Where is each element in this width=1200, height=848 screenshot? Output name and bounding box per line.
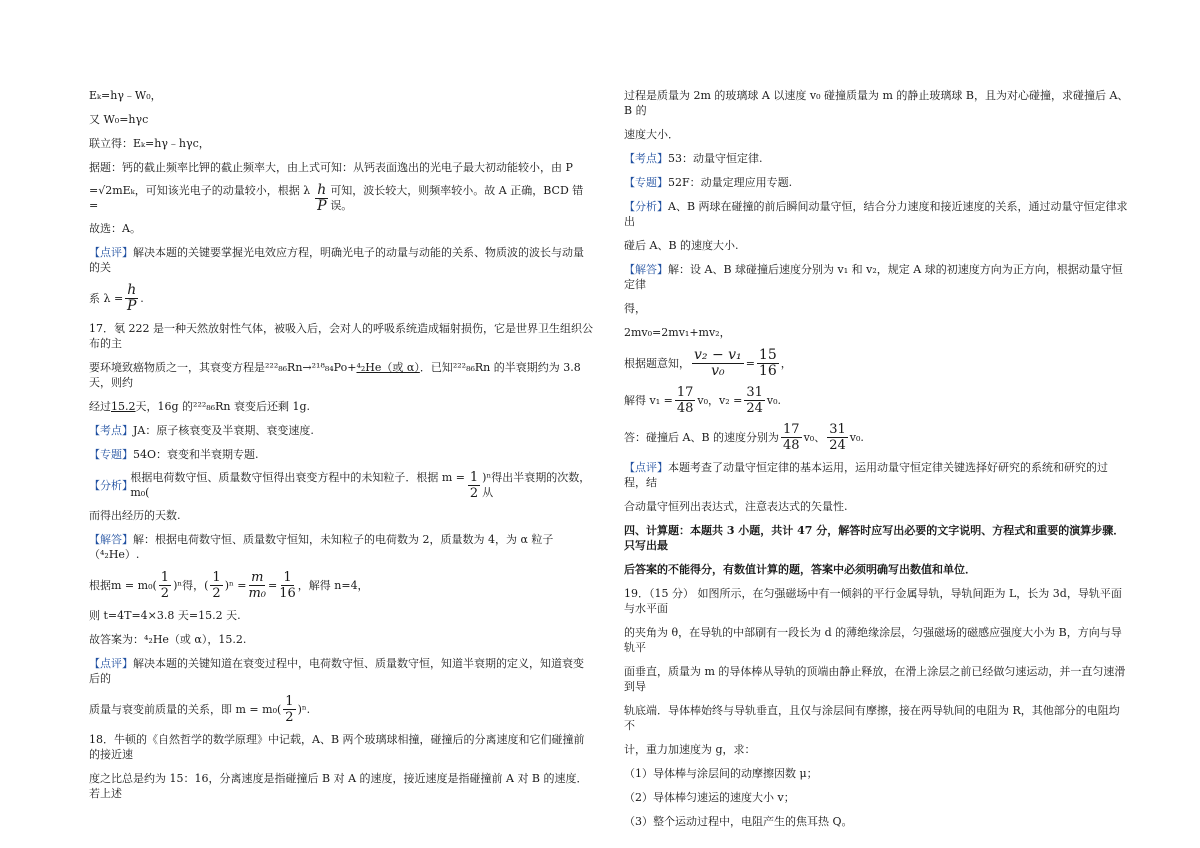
text-line: 联立得：Eₖ=hγ﹣hγc， <box>89 137 210 150</box>
equation-line: 根据m = m₀( $\frac{1}{2}$ )ⁿ得，( $\frac{1}{2}$ )ⁿ = $\frac{m}{\text{m₀}}$ = $\frac{1}{16}$ ，解得 n=4， <box>89 569 369 601</box>
zhuanti-line: 【专题】54O：衰变和半衰期专题. <box>89 448 259 461</box>
text-line: 速度大小． <box>624 128 679 141</box>
fraction: $\frac{1}{2}$ <box>469 469 479 501</box>
fraction: $\frac{17}{48}$ <box>676 384 694 416</box>
analysis-line: 【分析】 根据电荷数守恒、质量数守恒得出衰变方程中的未知粒子．根据 m = m₀( $\frac{1}{2}$ )ⁿ得出半衰期的次数，从 <box>89 469 591 501</box>
fraction: $\frac{31}{24}$ <box>746 384 763 416</box>
text-line: 又 W₀=hγc <box>89 113 149 126</box>
text-line: 故答案为：⁴₂He（或 α），15.2. <box>89 633 247 646</box>
solution-line: 【解答】解：根据电荷数守恒、质量数守恒知，未知粒子的电荷数为 2，质量数为 4，为 α 粒子（⁴₂He）. <box>89 533 554 561</box>
text-line: 碰后 A、B 的速度大小. <box>624 239 739 252</box>
question-19-line: 的夹角为 θ，在导轨的中部刷有一段长为 d 的薄绝缘涂层，匀强磁场的磁感应强度大小为 B，方向与导轨平 <box>624 626 1122 654</box>
comment-line: 【点评】解决本题的关键要掌握光电效应方程，明确光电子的动量与动能的关系、物质波的波长与动量的关 <box>89 246 584 274</box>
fraction: $\frac{31}{24}$ <box>829 421 846 453</box>
math-line: =√2mEₖ，可知该光电子的动量较小，根据 λ = $\frac{h}{P}$ 可知，波长较大，则频率较小。故 A 正确，BCD 错误。 <box>89 181 584 214</box>
sub-question-1: （1）导体棒与涂层间的动摩擦因数 μ； <box>624 767 818 780</box>
fraction: $\frac{1}{2}$ <box>285 693 294 725</box>
fraction: $\frac{h}{P}$ <box>317 181 327 214</box>
solution-line: 【解答】解：设 A、B 球碰撞后速度分别为 v₁ 和 v₂，规定 A 球的初速度方向为正方向，根据动量守恒定律 <box>624 263 1123 291</box>
question-19-line: 面垂直，质量为 m 的导体棒从导轨的顶端由静止释放，在滑上涂层之前已经做匀速运动，并一直匀速滑到导 <box>624 665 1126 693</box>
answer-blank: 15.2 <box>111 400 136 413</box>
section-heading: 四、计算题：本题共 3 小题，共计 47 分，解答时应写出必要的文字说明、方程式和重要的演算步骤．只写出最 <box>624 524 1125 552</box>
analysis-line: 【分析】A、B 两球在碰撞的前后瞬间动量守恒，结合分力速度和接近速度的关系，通过动量守恒定律求出 <box>624 200 1128 228</box>
question-17: 17．氡 222 是一种天然放射性气体，被吸入后，会对人的呼吸系统造成辐射损伤，它是世界卫生组织公布的主 <box>89 322 593 350</box>
math-line: 系 λ = $\frac{h}{P}$ . <box>89 281 144 314</box>
question-17-line: 经过15.2天，16g 的²²²₈₆Rn 衰变后还剩 1g. <box>89 400 310 413</box>
text-line: 过程是质量为 2m 的玻璃球 A 以速度 v₀ 碰撞质量为 m 的静止玻璃球 B，且为对心碰撞，求碰撞后 A、B 的 <box>624 89 1129 117</box>
text-line: 则 t=4T=4×3.8 天=15.2 天. <box>89 609 241 622</box>
text-line: Eₖ=hγ﹣W₀， <box>89 89 162 102</box>
question-19-line: 轨底端．导体棒始终与导轨垂直，且仅与涂层间有摩擦，接在两导轨间的电阻为 R，其他部分的电阻均不 <box>624 704 1120 732</box>
comment-line: 【点评】本题考查了动量守恒定律的基本运用，运用动量守恒定律关键选择好研究的系统和研究的过程，结 <box>624 461 1108 489</box>
equation-line: 根据题意知， $\frac{\text{v₂ − v₁}}{\text{v₀}}$ = $\frac{15}{16}$ ， <box>624 346 792 379</box>
right-column <box>624 88 1129 838</box>
text-line: 得， <box>624 302 646 315</box>
fraction: $\frac{\text{v₂ − v₁}}{\text{v₀}}$ <box>694 346 742 379</box>
text-line: 据题：钙的截止频率比钾的截止频率大，由上式可知：从钙表面逸出的光电子最大初动能较小，由 P <box>89 161 573 174</box>
text-line: 合动量守恒列出表达式，注意表达式的矢量性. <box>624 500 848 513</box>
fraction: $\frac{15}{16}$ <box>758 346 777 379</box>
comment-tag: 【点评】 <box>89 246 133 259</box>
comment-line: 【点评】解决本题的关键知道在衰变过程中，电荷数守恒、质量数守恒，知道半衰期的定义，知道衰变后的 <box>89 657 584 685</box>
fraction: $\frac{17}{48}$ <box>783 421 800 453</box>
fraction: $\frac{1}{2}$ <box>212 569 221 601</box>
math-line: 质量与衰变前质量的关系，即 m = m₀( $\frac{1}{2}$ )ⁿ. <box>89 693 311 725</box>
zhuanti-line: 【专题】52F：动量定理应用专题. <box>624 176 793 189</box>
question-19-line: 计，重力加速度为 g，求： <box>624 743 756 756</box>
sub-question-2: （2）导体棒匀速运的速度大小 v； <box>624 791 795 804</box>
equation-line: 2mv₀=2mv₁+mv₂， <box>624 326 731 339</box>
fraction: $\frac{1}{2}$ <box>160 569 170 601</box>
question-19: 19．（15 分） 如图所示，在匀强磁场中有一倾斜的平行金属导轨，导轨间距为 L，长为 3d，导轨平面与水平面 <box>624 587 1122 615</box>
text-line: 故选：A。 <box>89 222 141 235</box>
sub-question-3: （3）整个运动过程中，电阻产生的焦耳热 Q。 <box>624 815 853 828</box>
text-line: 而得出经历的天数. <box>89 509 181 522</box>
left-column <box>89 88 594 810</box>
question-18: 18．牛顿的《自然哲学的数学原理》中记载，A、B 两个玻璃球相撞，碰撞后的分离速度和它们碰撞前的接近速 <box>89 733 585 761</box>
kaodian-line: 【考点】JA：原子核衰变及半衰期、衰变速度. <box>89 424 314 437</box>
equation-line: 解得 v₁ = $\frac{17}{48}$ v₀，v₂ = $\frac{31}{24}$ v₀. <box>624 384 782 416</box>
section-heading-line: 后答案的不能得分，有数值计算的题，答案中必须明确写出数值和单位． <box>624 563 976 576</box>
fraction: $\frac{m}{\text{m₀}}$ <box>248 569 266 601</box>
question-18-line: 度之比总是约为 15：16，分离速度是指碰撞后 B 对 A 的速度，接近速度是指碰撞前 A 对 B 的速度．若上述 <box>89 772 588 800</box>
fraction: $\frac{1}{16}$ <box>279 569 296 601</box>
question-17-line: 要环境致癌物质之一，其衰变方程是²²²₈₆Rn→²¹⁸₈₄Po+⁴₂He（或 α）．已知²²²₈₆Rn 的半衰期约为 3.8 天，则约 <box>89 361 581 389</box>
answer-line: 答：碰撞后 A、B 的速度分别为 $\frac{17}{48}$ v₀、 $\frac{31}{24}$ v₀. <box>624 421 864 453</box>
kaodian-line: 【考点】53：动量守恒定律. <box>624 152 763 165</box>
fraction: $\frac{h}{P}$ <box>126 281 137 314</box>
answer-blank: ⁴₂He（或 α） <box>356 361 420 374</box>
